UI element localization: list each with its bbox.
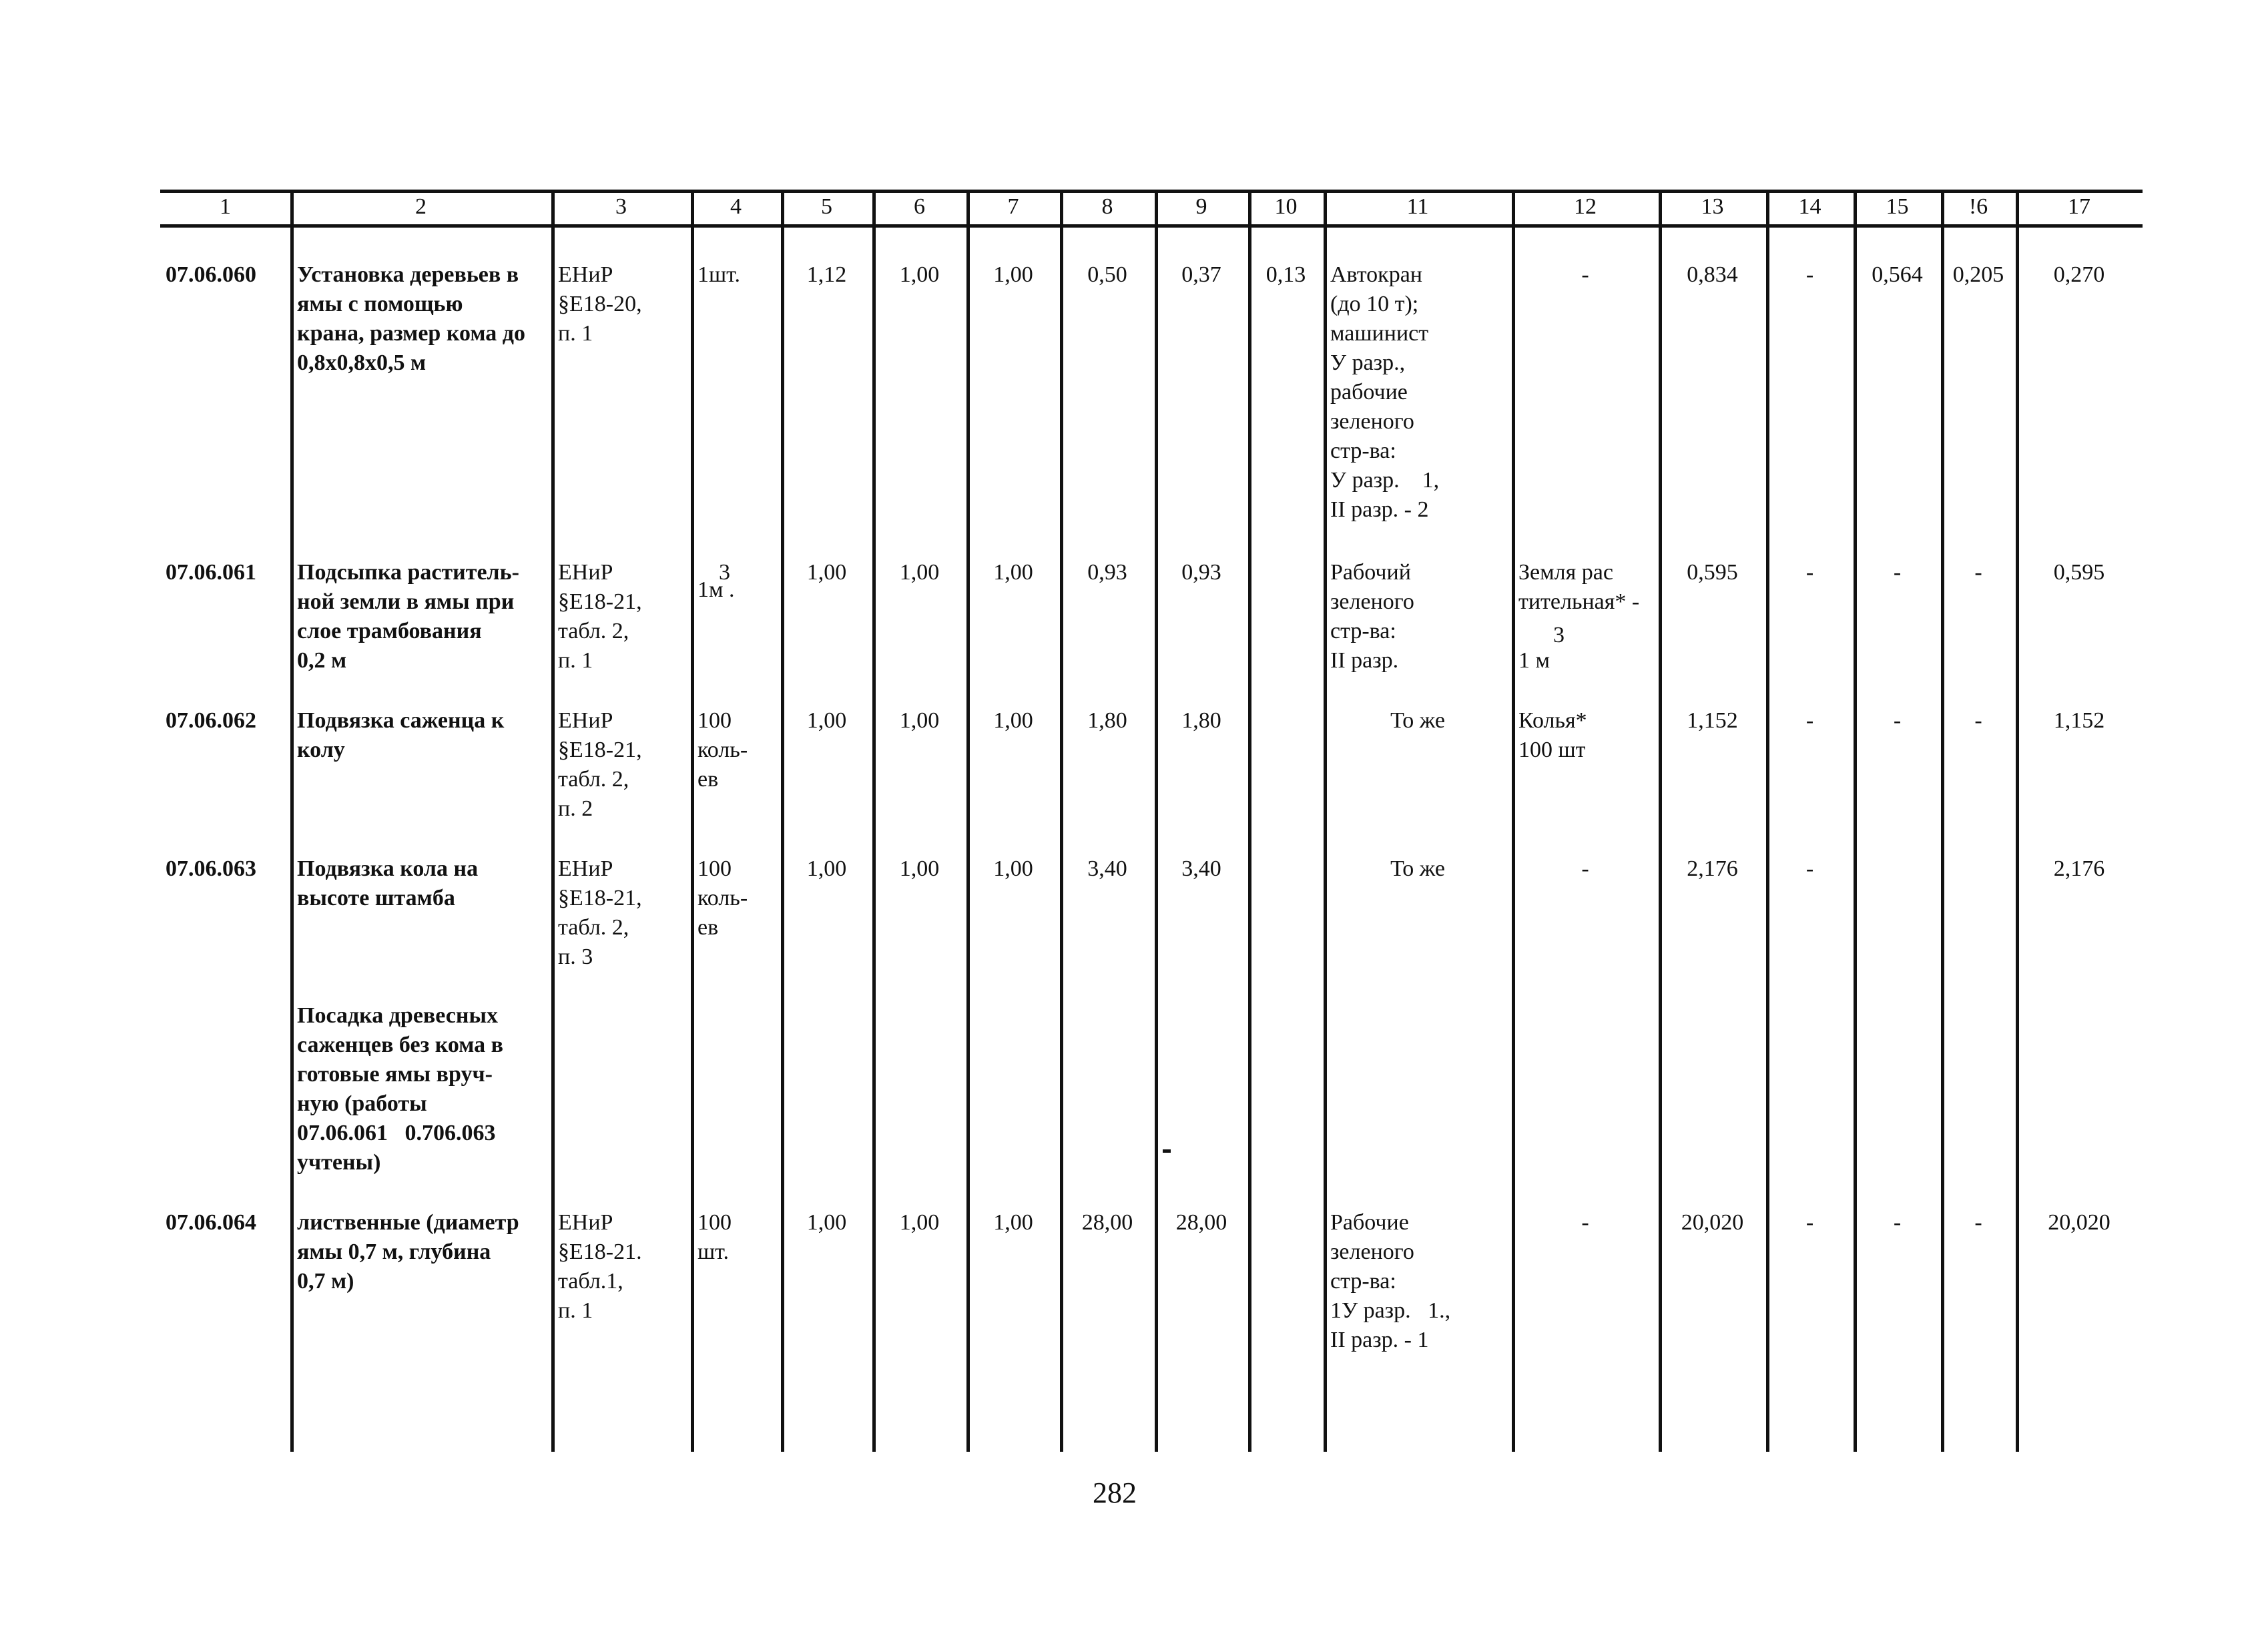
work-name: ную (работы: [297, 1091, 427, 1116]
column-divider: [1854, 190, 1857, 1452]
norm-reference: ЕНиР: [558, 560, 613, 585]
value-c17: 20,020: [2048, 1210, 2110, 1235]
norm-reference: табл. 2,: [558, 915, 629, 940]
unit-value: коль-: [697, 738, 748, 762]
page-number: 282: [1093, 1476, 1137, 1509]
value-c8: 28,00: [1081, 1210, 1133, 1235]
value-c8: 0,93: [1087, 560, 1127, 585]
material-exponent: 3: [1553, 623, 1565, 647]
value-c15: 0,564: [1872, 262, 1923, 287]
norm-reference: §Е18-21.: [558, 1240, 642, 1264]
crew-text: зеленого: [1330, 589, 1414, 614]
norm-reference: §Е18-21,: [558, 886, 642, 910]
value-c7: 1,00: [993, 262, 1033, 287]
value-c17: 2,176: [2053, 856, 2105, 881]
row-code: 07.06.060: [166, 262, 256, 287]
crew-text: зеленого: [1330, 1240, 1414, 1264]
norm-reference: ЕНиР: [558, 1210, 613, 1235]
norm-reference: табл. 2,: [558, 619, 629, 643]
work-name: ямы с помощью: [297, 292, 463, 316]
column-divider: [966, 190, 970, 1452]
crew-text: II разр. - 2: [1330, 497, 1429, 522]
value-c16: 0,205: [1952, 262, 2004, 287]
crew-text: 1У разр. 1.,: [1330, 1298, 1451, 1323]
work-name: лиственные (диаметр: [297, 1210, 519, 1235]
column-header: 12: [1574, 194, 1597, 219]
column-divider: [290, 190, 294, 1452]
column-divider: [872, 190, 876, 1452]
work-name: 0,7 м): [297, 1269, 354, 1294]
column-divider: [1659, 190, 1662, 1452]
norm-reference: п. 1: [558, 1298, 593, 1323]
column-divider: [551, 190, 555, 1452]
column-divider: [781, 190, 784, 1452]
column-divider: [1512, 190, 1515, 1452]
unit-value: 100: [697, 1210, 732, 1235]
crew-text: зеленого: [1330, 409, 1414, 434]
value-c16: -: [1974, 708, 1982, 733]
column-header: 6: [914, 194, 925, 219]
value-c7: 1,00: [993, 560, 1033, 585]
material-text: Колья*: [1518, 708, 1587, 733]
crew-text: Рабочий: [1330, 560, 1411, 585]
row-code: 07.06.063: [166, 856, 256, 881]
norm-reference: табл. 2,: [558, 767, 629, 792]
work-name: крана, размер кома до: [297, 321, 525, 346]
column-header: 1: [220, 194, 231, 219]
column-header: 4: [730, 194, 742, 219]
crew-text: Автокран: [1330, 262, 1422, 287]
column-header: 7: [1007, 194, 1019, 219]
value-c13: 0,834: [1687, 262, 1738, 287]
crew-text: То же: [1390, 708, 1445, 733]
norm-reference: ЕНиР: [558, 262, 613, 287]
value-c7: 1,00: [993, 1210, 1033, 1235]
unit-value: 100: [697, 856, 732, 881]
material-text: тительная* -: [1518, 589, 1640, 614]
unit-value: коль-: [697, 886, 748, 910]
value-c15: -: [1893, 1210, 1902, 1235]
value-c5: 1,00: [806, 1210, 847, 1235]
value-c7: 1,00: [993, 708, 1033, 733]
crew-text: У разр.,: [1330, 350, 1406, 375]
value-c13: 0,595: [1687, 560, 1738, 585]
column-divider: [1060, 190, 1063, 1452]
value-c8: 1,80: [1087, 708, 1127, 733]
column-header: 9: [1195, 194, 1207, 219]
norm-reference: §Е18-21,: [558, 738, 642, 762]
unit-exponent: 3: [719, 560, 730, 585]
column-divider: [2016, 190, 2019, 1452]
crew-text: (до 10 т);: [1330, 292, 1419, 316]
value-c5: 1,12: [806, 262, 847, 287]
row-code: 07.06.062: [166, 708, 256, 733]
work-name: ной земли в ямы при: [297, 589, 515, 614]
column-header: 2: [415, 194, 427, 219]
value-c6: 1,00: [899, 1210, 940, 1235]
value-c9: 3,40: [1181, 856, 1221, 881]
crew-text: II разр.: [1330, 648, 1399, 673]
material-unit: 1 м: [1518, 648, 1550, 673]
value-c14: -: [1805, 262, 1814, 287]
crew-text: То же: [1390, 856, 1445, 881]
crew-text: стр-ва:: [1330, 1269, 1396, 1294]
value-c14: -: [1805, 708, 1814, 733]
crew-text: Рабочие: [1330, 1210, 1409, 1235]
value-c9: 0,37: [1181, 262, 1221, 287]
work-name: 07.06.061 0.706.063: [297, 1121, 496, 1145]
column-divider: [1155, 190, 1158, 1452]
column-header: 15: [1886, 194, 1909, 219]
work-name: Установка деревьев в: [297, 262, 519, 287]
crew-text: машинист: [1330, 321, 1429, 346]
work-name: колу: [297, 738, 345, 762]
header-bottom-rule: [160, 224, 2143, 228]
value-c7: 1,00: [993, 856, 1033, 881]
column-divider: [1941, 190, 1944, 1452]
value-c8: 0,50: [1087, 262, 1127, 287]
norm-reference: §Е18-21,: [558, 589, 642, 614]
column-divider: [1324, 190, 1327, 1452]
value-c9: 1,80: [1181, 708, 1221, 733]
crew-text: У разр. 1,: [1330, 468, 1440, 493]
column-header: !6: [1968, 194, 1988, 219]
norm-reference: ЕНиР: [558, 708, 613, 733]
value-c14: -: [1805, 856, 1814, 881]
work-name: учтены): [297, 1150, 381, 1175]
dash-mark: [1163, 1149, 1171, 1153]
value-c6: 1,00: [899, 560, 940, 585]
norm-reference: табл.1,: [558, 1269, 623, 1294]
value-c5: 1,00: [806, 708, 847, 733]
row-code: 07.06.064: [166, 1210, 256, 1235]
material-text: 100 шт: [1518, 738, 1586, 762]
material-text: Земля рас: [1518, 560, 1613, 585]
work-name: Подвязка кола на: [297, 856, 479, 881]
value-c15: -: [1893, 560, 1902, 585]
column-divider: [1766, 190, 1769, 1452]
material-text: -: [1581, 262, 1589, 287]
norm-reference: §Е18-20,: [558, 292, 642, 316]
work-name: Подвязка саженца к: [297, 708, 505, 733]
crew-text: II разр. - 1: [1330, 1328, 1429, 1352]
material-text: -: [1581, 856, 1589, 881]
column-header: 17: [2068, 194, 2090, 219]
crew-text: рабочие: [1330, 380, 1408, 404]
value-c9: 0,93: [1181, 560, 1221, 585]
norm-reference: п. 2: [558, 796, 593, 821]
work-name: Подсыпка раститель-: [297, 560, 519, 585]
value-c10: 0,13: [1265, 262, 1306, 287]
column-divider: [1248, 190, 1251, 1452]
work-name: 0,8х0,8х0,5 м: [297, 350, 427, 375]
unit-value: 1шт.: [697, 262, 740, 287]
value-c13: 2,176: [1687, 856, 1738, 881]
value-c14: -: [1805, 1210, 1814, 1235]
work-name: готовые ямы вруч-: [297, 1062, 493, 1087]
value-c6: 1,00: [899, 856, 940, 881]
value-c15: -: [1893, 708, 1902, 733]
value-c13: 1,152: [1687, 708, 1738, 733]
value-c17: 0,595: [2053, 560, 2105, 585]
material-text: -: [1581, 1210, 1589, 1235]
work-name: высоте штамба: [297, 886, 455, 910]
work-name: ямы 0,7 м, глубина: [297, 1240, 491, 1264]
crew-text: стр-ва:: [1330, 439, 1396, 463]
work-name: Посадка древесных: [297, 1003, 499, 1028]
norm-reference: ЕНиР: [558, 856, 613, 881]
value-c8: 3,40: [1087, 856, 1127, 881]
norm-reference: п. 3: [558, 944, 593, 969]
column-header: 10: [1274, 194, 1298, 219]
work-name: слое трамбования: [297, 619, 482, 643]
crew-text: стр-ва:: [1330, 619, 1396, 643]
column-header: 3: [615, 194, 627, 219]
value-c14: -: [1805, 560, 1814, 585]
column-header: 13: [1701, 194, 1724, 219]
column-header: 14: [1798, 194, 1821, 219]
value-c13: 20,020: [1681, 1210, 1744, 1235]
work-name: саженцев без кома в: [297, 1033, 504, 1057]
column-header: 11: [1406, 194, 1429, 219]
value-c6: 1,00: [899, 708, 940, 733]
unit-value: ев: [697, 915, 719, 940]
row-code: 07.06.061: [166, 560, 256, 585]
value-c16: -: [1974, 1210, 1982, 1235]
norm-reference: п. 1: [558, 321, 593, 346]
work-name: 0,2 м: [297, 648, 347, 673]
value-c17: 1,152: [2053, 708, 2105, 733]
unit-value: 1м .: [697, 577, 735, 602]
unit-value: 100: [697, 708, 732, 733]
column-header: 8: [1101, 194, 1113, 219]
norm-reference: п. 1: [558, 648, 593, 673]
value-c6: 1,00: [899, 262, 940, 287]
value-c5: 1,00: [806, 560, 847, 585]
value-c5: 1,00: [806, 856, 847, 881]
value-c17: 0,270: [2053, 262, 2105, 287]
unit-value: ев: [697, 767, 719, 792]
value-c16: -: [1974, 560, 1982, 585]
value-c9: 28,00: [1175, 1210, 1227, 1235]
column-header: 5: [821, 194, 832, 219]
unit-value: шт.: [697, 1240, 729, 1264]
